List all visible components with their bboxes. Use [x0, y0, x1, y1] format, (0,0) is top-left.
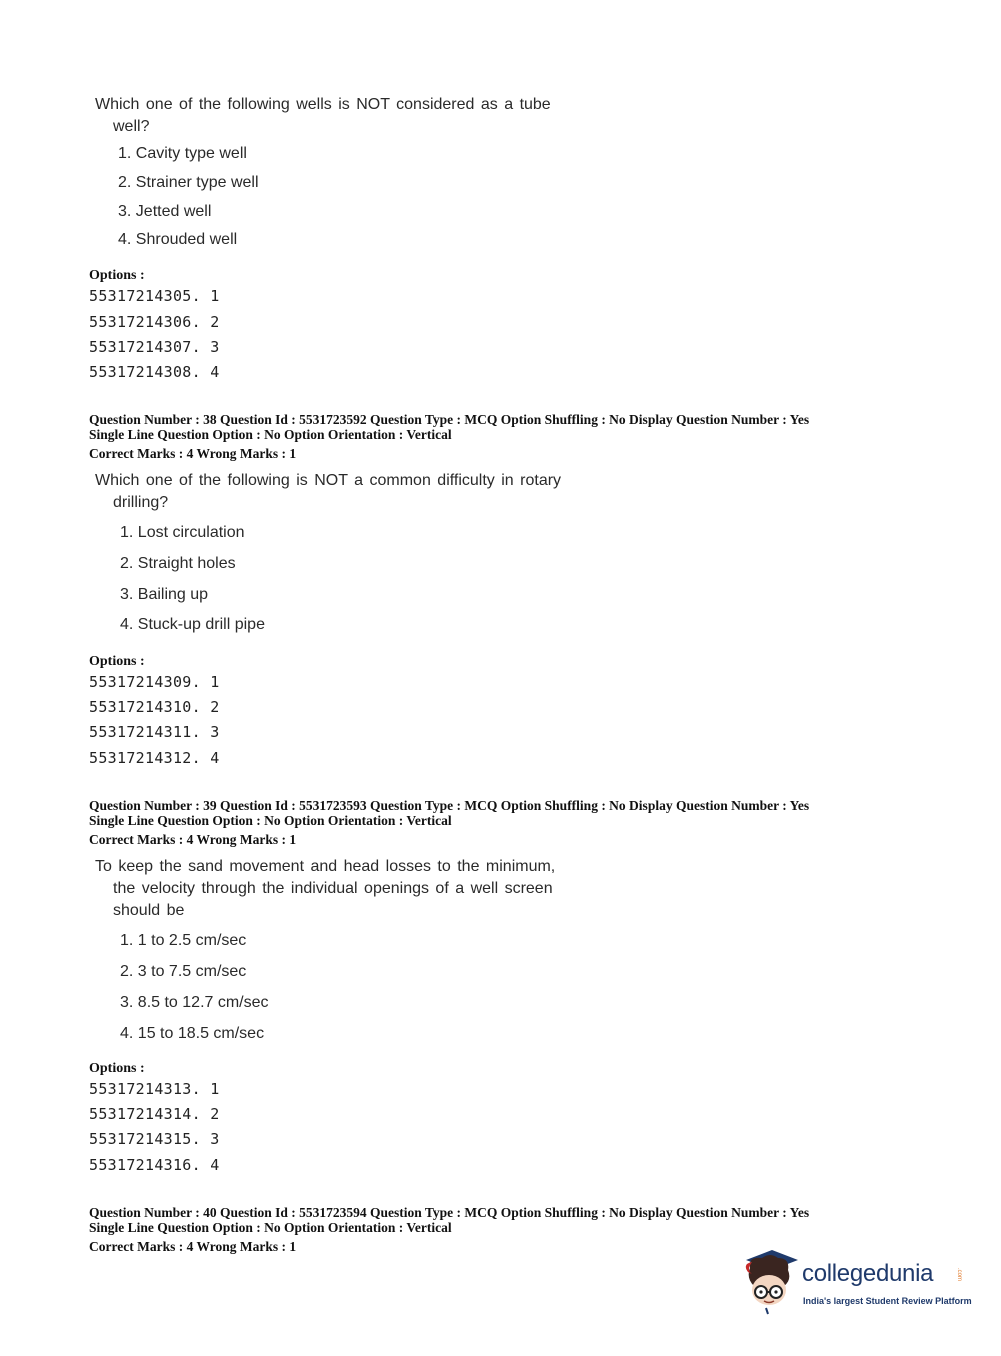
option-code: 55317214314. 2 [89, 1105, 220, 1123]
question-text [95, 470, 561, 514]
options-label: Options : [89, 654, 145, 669]
option-code: 55317214307. 3 [89, 338, 220, 356]
logo-tagline: India's largest Student Review Platform [803, 1296, 972, 1306]
answer-option: 2. 3 to 7.5 cm/sec [120, 963, 247, 980]
answer-option: 3. Bailing up [120, 586, 209, 603]
answer-option: 2. Straight holes [120, 555, 236, 572]
answer-option: 3. 8.5 to 12.7 cm/sec [120, 994, 269, 1011]
question-marks: Correct Marks : 4 Wrong Marks : 1 [89, 446, 297, 461]
question-marks: Correct Marks : 4 Wrong Marks : 1 [89, 832, 297, 847]
option-code: 55317214312. 4 [89, 749, 220, 767]
question-line: the velocity through the individual openings of a well screen [113, 880, 553, 897]
answer-option: 1. Cavity type well [118, 145, 247, 162]
answer-option: 4. Shrouded well [118, 231, 238, 248]
mascot-icon [740, 1246, 802, 1316]
question-line: should be [113, 902, 185, 919]
answer-option: 1. Lost circulation [120, 524, 245, 541]
option-code: 55317214310. 2 [89, 698, 220, 716]
question-meta: Single Line Question Option : No Option Orientation : Vertical [89, 427, 452, 442]
answer-option: 3. Jetted well [118, 203, 212, 220]
question-text [95, 856, 555, 922]
option-code: 55317214311. 3 [89, 723, 220, 741]
question-line: well? [113, 118, 150, 135]
question-line: Which one of the following is NOT a common difficulty in rotary [95, 472, 562, 489]
question-line: To keep the sand movement and head losses to the minimum, [95, 858, 556, 875]
question-meta: Single Line Question Option : No Option Orientation : Vertical [89, 1220, 452, 1235]
logo-wordmark: collegedunia [802, 1260, 934, 1287]
option-code: 55317214313. 1 [89, 1080, 220, 1098]
option-code: 55317214315. 3 [89, 1130, 220, 1148]
answer-option: 4. 15 to 18.5 cm/sec [120, 1025, 265, 1042]
question-meta: Question Number : 40 Question Id : 5531723594 Question Type : MCQ Option Shuffling : No Display Question Number : Yes [89, 1205, 810, 1220]
answer-option: 2. Strainer type well [118, 174, 259, 191]
option-code: 55317214305. 1 [89, 287, 220, 305]
question-line: drilling? [113, 494, 169, 511]
question-meta: Single Line Question Option : No Option Orientation : Vertical [89, 813, 452, 828]
logo-suffix: .com [956, 1268, 962, 1282]
collegedunia-logo[interactable] [740, 1246, 970, 1316]
option-code: 55317214308. 4 [89, 363, 220, 381]
question-marks: Correct Marks : 4 Wrong Marks : 1 [89, 1239, 297, 1254]
question-meta: Question Number : 39 Question Id : 5531723593 Question Type : MCQ Option Shuffling : No Display Question Number : Yes [89, 798, 810, 813]
options-label: Options : [89, 1061, 145, 1076]
answer-option: 4. Stuck-up drill pipe [120, 616, 265, 633]
option-code: 55317214306. 2 [89, 313, 220, 331]
question-meta: Question Number : 38 Question Id : 5531723592 Question Type : MCQ Option Shuffling : No Display Question Number : Yes [89, 412, 810, 427]
answer-option: 1. 1 to 2.5 cm/sec [120, 932, 247, 949]
options-label: Options : [89, 268, 145, 283]
question-text [95, 94, 551, 138]
question-line: Which one of the following wells is NOT considered as a tube [95, 96, 551, 113]
option-code: 55317214309. 1 [89, 673, 220, 691]
option-code: 55317214316. 4 [89, 1156, 220, 1174]
